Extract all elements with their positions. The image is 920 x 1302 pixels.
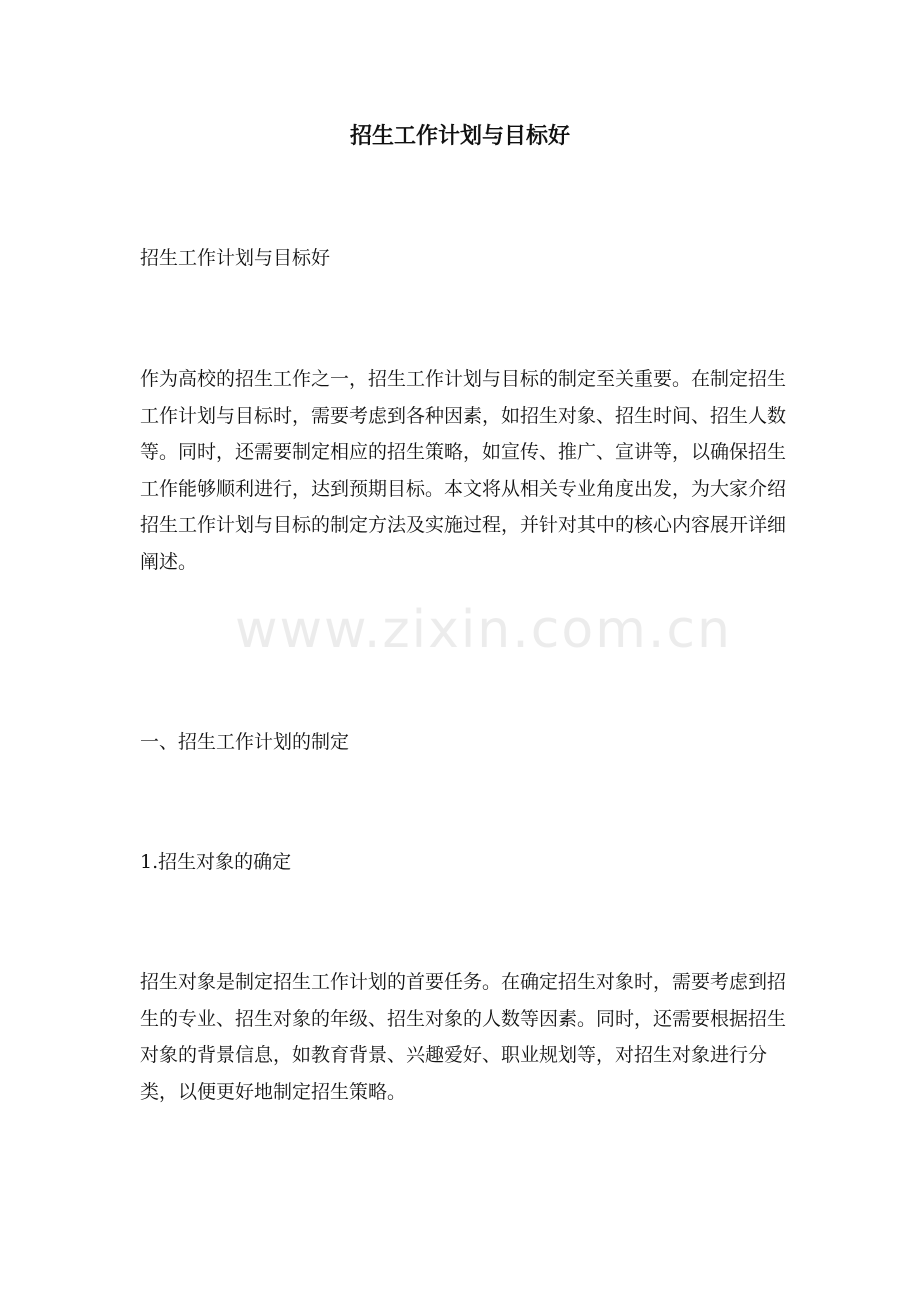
watermark: www.zixin.com.cn	[235, 600, 732, 660]
section-heading: 一、招生工作计划的制定	[140, 731, 350, 753]
document-subtitle: 招生工作计划与目标好	[140, 247, 331, 269]
body-paragraph: 招生对象是制定招生工作计划的首要任务。在确定招生对象时，需要考虑到招生的专业、招生对象的年级、招生对象的人数等因素。同时，还需要根据招生对象的背景信息，如教育背景、兴趣爱好、职业规划等，对招生对象进行分类，以便更好地制定招生策略。	[140, 971, 787, 1103]
intro-paragraph: 作为高校的招生工作之一，招生工作计划与目标的制定至关重要。在制定招生工作计划与目标时，需要考虑到各种因素，如招生对象、招生时间、招生人数等。同时，还需要制定相应的招生策略，如宣传、推广、宣讲等，以确保招生工作能够顺利进行，达到预期目标。本文将从相关专业角度出发，为大家介绍招生工作计划与目标的制定方法及实施过程，并针对其中的核心内容展开详细阐述。	[140, 368, 787, 573]
sub-heading: 1.招生对象的确定	[140, 851, 292, 873]
document-title: 招生工作计划与目标好	[349, 123, 570, 149]
